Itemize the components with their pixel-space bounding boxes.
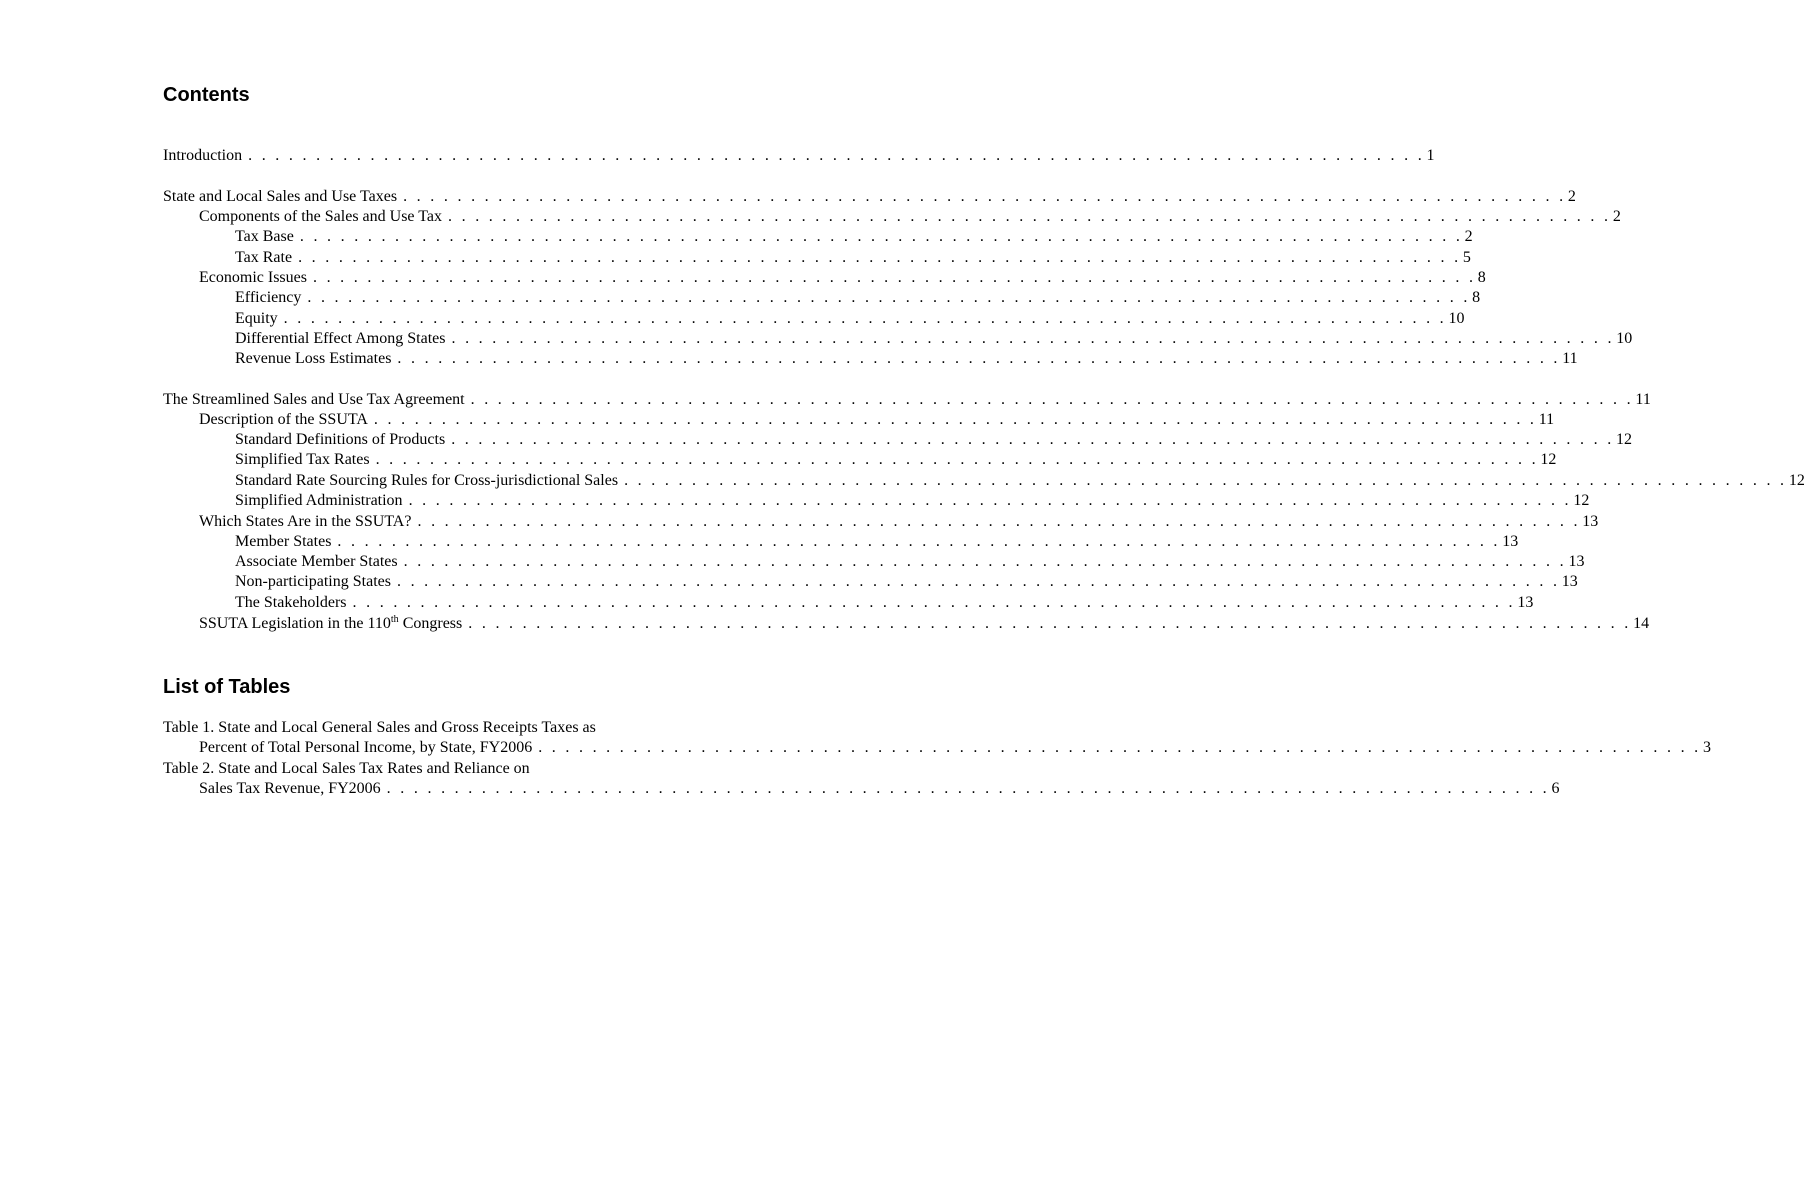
toc-entry-standard-definitions[interactable]: [235, 430, 1633, 450]
table-entry-title: Sales Tax Revenue, FY2006: [199, 780, 381, 797]
toc-entry-non-participating[interactable]: [235, 572, 1578, 592]
contents-heading: Contents: [163, 84, 250, 106]
dot-leader: . . . . . . . . . . . . . . . . . . . . . . . . . . . . . . . . . . . . . . . . . . . . . . . . . . . . . . . . . . . . . . . . . . . . . . . . . . . . . . . . . . . . . .: [451, 431, 1615, 448]
dot-leader: . . . . . . . . . . . . . . . . . . . . . . . . . . . . . . . . . . . . . . . . . . . . . . . . . . . . . . . . . . . . . . . . . . . . . . . . . . . . . . . . . . . . . .: [298, 249, 1461, 266]
toc-entry-title: Tax Rate: [235, 249, 293, 266]
toc-entry-introduction[interactable]: [163, 146, 1435, 166]
toc-entry-page: 10: [1448, 310, 1465, 327]
toc-entry-state-local-taxes[interactable]: [163, 187, 1576, 207]
toc-entry-title: Non-participating States: [235, 573, 391, 590]
dot-leader: . . . . . . . . . . . . . . . . . . . . . . . . . . . . . . . . . . . . . . . . . . . . . . . . . . . . . . . . . . . . . . . . . . . . . . . . . . . . . . . . . . . . . .: [307, 289, 1471, 306]
toc-entry-title: Which States Are in the SSUTA?: [199, 513, 412, 530]
toc-entry-title: State and Local Sales and Use Taxes: [163, 188, 398, 205]
toc-entry-title: The Stakeholders: [235, 594, 347, 611]
dot-leader: . . . . . . . . . . . . . . . . . . . . . . . . . . . . . . . . . . . . . . . . . . . . . . . . . . . . . . . . . . . . . . . . . . . . . . . . . . . . . . . . . . . . . . .: [248, 147, 1425, 164]
toc-entry-tax-base[interactable]: [235, 227, 1473, 247]
toc-entry-revenue-loss[interactable]: [235, 349, 1578, 369]
toc-entry-title: Tax Base: [235, 228, 294, 245]
toc-entry-page: 8: [1472, 289, 1481, 306]
toc-entry-title: Differential Effect Among States: [235, 330, 446, 347]
toc-entry-title: Efficiency: [235, 289, 302, 306]
dot-leader: . . . . . . . . . . . . . . . . . . . . . . . . . . . . . . . . . . . . . . . . . . . . . . . . . . . . . . . . . . . . . . . . . . . . . . . . . . . . . . . . . . . . . .: [624, 472, 1787, 489]
dot-leader: . . . . . . . . . . . . . . . . . . . . . . . . . . . . . . . . . . . . . . . . . . . . . . . . . . . . . . . . . . . . . . . . . . . . . . . . . . . . . . . . . . . . . .: [468, 615, 1632, 632]
toc-entry-efficiency[interactable]: [235, 288, 1481, 308]
title-part: Congress: [398, 615, 463, 632]
toc-entry-page: 13: [1582, 513, 1599, 530]
toc-entry-title: Member States: [235, 533, 332, 550]
table-entry-1-caption[interactable]: Table 1. State and Local General Sales and Gross Receipts Taxes as: [163, 719, 596, 736]
toc-entry-title: Standard Rate Sourcing Rules for Cross-jurisdictional Sales: [235, 472, 619, 489]
toc-entry-title: Components of the Sales and Use Tax: [199, 208, 442, 225]
dot-leader: . . . . . . . . . . . . . . . . . . . . . . . . . . . . . . . . . . . . . . . . . . . . . . . . . . . . . . . . . . . . . . . . . . . . . . . . . . . . . . . . . . . . . .: [375, 451, 1539, 468]
toc-entry-page: 12: [1540, 451, 1557, 468]
toc-entry-title: Introduction: [163, 147, 243, 164]
title-part: SSUTA Legislation in the 110: [199, 615, 391, 632]
toc-entry-page: 11: [1562, 350, 1578, 367]
toc-entry-page: 2: [1464, 228, 1473, 245]
dot-leader: . . . . . . . . . . . . . . . . . . . . . . . . . . . . . . . . . . . . . . . . . . . . . . . . . . . . . . . . . . . . . . . . . . . . . . . . . . . . . . . . . . . . . .: [403, 553, 1567, 570]
table-entry-1[interactable]: [199, 738, 1711, 758]
toc-entry-page: 13: [1568, 553, 1585, 570]
toc-entry-page: 2: [1612, 208, 1621, 225]
toc-entry-title: Revenue Loss Estimates: [235, 350, 392, 367]
dot-leader: . . . . . . . . . . . . . . . . . . . . . . . . . . . . . . . . . . . . . . . . . . . . . . . . . . . . . . . . . . . . . . . . . . . . . . . . . . . . . . . . . . . . . .: [283, 310, 1447, 327]
toc-entry-page: 1: [1426, 147, 1435, 164]
toc-entry-title: The Streamlined Sales and Use Tax Agreement: [163, 391, 465, 408]
toc-entry-page: 2: [1567, 188, 1576, 205]
dot-leader: . . . . . . . . . . . . . . . . . . . . . . . . . . . . . . . . . . . . . . . . . . . . . . . . . . . . . . . . . . . . . . . . . . . . . . . . . . . . . . . . . . . . . .: [386, 780, 1550, 797]
toc-entry-stakeholders[interactable]: [235, 593, 1534, 613]
dot-leader: . . . . . . . . . . . . . . . . . . . . . . . . . . . . . . . . . . . . . . . . . . . . . . . . . . . . . . . . . . . . . . . . . . . . . . . . . . . . . . . . . . . . . .: [538, 739, 1701, 756]
dot-leader: . . . . . . . . . . . . . . . . . . . . . . . . . . . . . . . . . . . . . . . . . . . . . . . . . . . . . . . . . . . . . . . . . . . . . . . . . . . . . . . . . . . . . .: [470, 391, 1634, 408]
title-superscript: th: [390, 614, 399, 625]
dot-leader: . . . . . . . . . . . . . . . . . . . . . . . . . . . . . . . . . . . . . . . . . . . . . . . . . . . . . . . . . . . . . . . . . . . . . . . . . . . . . . . . . . . . . .: [397, 350, 1561, 367]
dot-leader: . . . . . . . . . . . . . . . . . . . . . . . . . . . . . . . . . . . . . . . . . . . . . . . . . . . . . . . . . . . . . . . . . . . . . . . . . . . . . . . . . . . . . .: [373, 411, 1537, 428]
dot-leader: . . . . . . . . . . . . . . . . . . . . . . . . . . . . . . . . . . . . . . . . . . . . . . . . . . . . . . . . . . . . . . . . . . . . . . . . . . . . . . . . . . . . . .: [299, 228, 1463, 245]
dot-leader: . . . . . . . . . . . . . . . . . . . . . . . . . . . . . . . . . . . . . . . . . . . . . . . . . . . . . . . . . . . . . . . . . . . . . . . . . . . . . . . . . . . . . .: [312, 269, 1476, 286]
toc-entry-simplified-rates[interactable]: [235, 450, 1557, 470]
toc-entry-page: 10: [1616, 330, 1633, 347]
table-entry-page: 3: [1703, 739, 1711, 756]
toc-entry-title: Description of the SSUTA: [199, 411, 368, 428]
toc-entry-description-ssuta[interactable]: [199, 410, 1555, 430]
toc-entry-page: 14: [1633, 615, 1650, 632]
dot-leader: . . . . . . . . . . . . . . . . . . . . . . . . . . . . . . . . . . . . . . . . . . . . . . . . . . . . . . . . . . . . . . . . . . . . . . . . . . . . . . . . . . . . . .: [352, 594, 1516, 611]
dot-leader: . . . . . . . . . . . . . . . . . . . . . . . . . . . . . . . . . . . . . . . . . . . . . . . . . . . . . . . . . . . . . . . . . . . . . . . . . . . . . . . . . . . . . .: [451, 330, 1615, 347]
toc-entry-differential-effect[interactable]: [235, 329, 1633, 349]
toc-entry-economic-issues[interactable]: [199, 268, 1486, 288]
toc-entry-ssuta-legislation[interactable]: [199, 614, 1650, 634]
toc-entry-member-states[interactable]: [235, 532, 1519, 552]
dot-leader: . . . . . . . . . . . . . . . . . . . . . . . . . . . . . . . . . . . . . . . . . . . . . . . . . . . . . . . . . . . . . . . . . . . . . . . . . . . . . . . . . . . . . .: [396, 573, 1560, 590]
toc-entry-title: [199, 614, 462, 634]
toc-entry-page: 13: [1561, 573, 1578, 590]
table-entry-title: Percent of Total Personal Income, by State, FY2006: [199, 739, 533, 756]
toc-entry-title: Equity: [235, 310, 278, 327]
dot-leader: . . . . . . . . . . . . . . . . . . . . . . . . . . . . . . . . . . . . . . . . . . . . . . . . . . . . . . . . . . . . . . . . . . . . . . . . . . . . . . . . . . . . . .: [448, 208, 1611, 225]
toc-entry-page: 11: [1635, 391, 1651, 408]
toc-entry-simplified-admin[interactable]: [235, 491, 1590, 511]
toc-entry-sourcing-rules[interactable]: [235, 471, 1805, 491]
table-entry-2-caption[interactable]: Table 2. State and Local Sales Tax Rates and Reliance on: [163, 760, 530, 777]
toc-entry-page: 5: [1462, 249, 1471, 266]
toc-entry-equity[interactable]: [235, 309, 1465, 329]
toc-entry-page: 11: [1538, 411, 1555, 428]
toc-entry-title: Standard Definitions of Products: [235, 431, 446, 448]
dot-leader: . . . . . . . . . . . . . . . . . . . . . . . . . . . . . . . . . . . . . . . . . . . . . . . . . . . . . . . . . . . . . . . . . . . . . . . . . . . . . . . . . . . . . .: [337, 533, 1501, 550]
list-of-tables-heading: List of Tables: [163, 676, 291, 698]
dot-leader: . . . . . . . . . . . . . . . . . . . . . . . . . . . . . . . . . . . . . . . . . . . . . . . . . . . . . . . . . . . . . . . . . . . . . . . . . . . . . . . . . . . . . .: [408, 492, 1572, 509]
toc-entry-page: 12: [1616, 431, 1633, 448]
toc-entry-page: 12: [1573, 492, 1590, 509]
toc-entry-which-states[interactable]: [199, 512, 1599, 532]
toc-entry-title: Simplified Administration: [235, 492, 403, 509]
toc-entry-tax-rate[interactable]: [235, 248, 1471, 268]
table-entry-2[interactable]: [199, 779, 1560, 799]
table-entry-page: 6: [1551, 780, 1560, 797]
toc-entry-associate-member-states[interactable]: [235, 552, 1585, 572]
toc-entry-title: Simplified Tax Rates: [235, 451, 370, 468]
dot-leader: . . . . . . . . . . . . . . . . . . . . . . . . . . . . . . . . . . . . . . . . . . . . . . . . . . . . . . . . . . . . . . . . . . . . . . . . . . . . . . . . . . . . . .: [417, 513, 1581, 530]
toc-entry-page: 13: [1517, 594, 1534, 611]
dot-leader: . . . . . . . . . . . . . . . . . . . . . . . . . . . . . . . . . . . . . . . . . . . . . . . . . . . . . . . . . . . . . . . . . . . . . . . . . . . . . . . . . . . . . .: [403, 188, 1566, 205]
toc-entry-components[interactable]: [199, 207, 1621, 227]
toc-entry-title: Associate Member States: [235, 553, 398, 570]
toc-entry-title: Economic Issues: [199, 269, 307, 286]
toc-entry-page: 12: [1788, 472, 1805, 489]
toc-entry-ssuta-agreement[interactable]: [163, 390, 1651, 410]
toc-entry-page: 8: [1477, 269, 1486, 286]
toc-entry-page: 13: [1502, 533, 1519, 550]
